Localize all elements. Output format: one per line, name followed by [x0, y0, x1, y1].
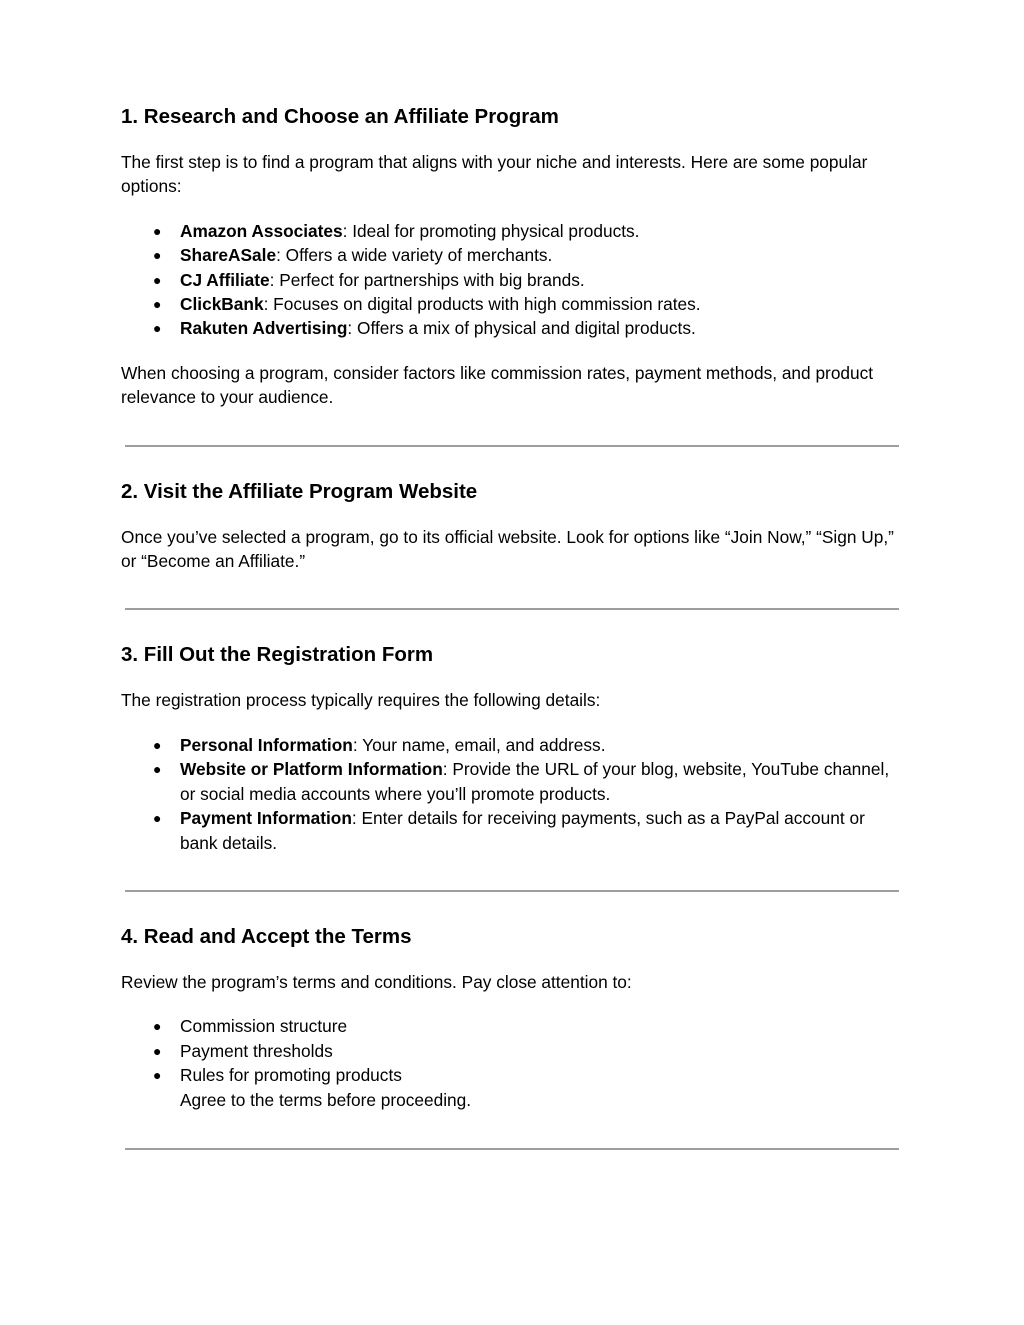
section-outro: When choosing a program, consider factors like commission rates, payment methods, and product relevance to your audience.	[121, 362, 874, 408]
list-item	[121, 1014, 907, 1038]
item-description: Payment thresholds	[180, 1040, 333, 1061]
item-subline: Agree to the terms before proceeding.	[180, 1089, 472, 1110]
section-heading: 3. Fill Out the Registration Form	[121, 643, 434, 667]
section-intro: Once you’ve selected a program, go to its official website. Look for options like “Join Now,” “Sign Up,” or “Become an Affiliate.”	[121, 526, 894, 572]
bullet-icon: ●	[153, 247, 162, 264]
item-term: Payment Information	[180, 808, 352, 829]
item-description: : Ideal for promoting physical products.	[342, 220, 640, 241]
item-term: Website or Platform Information	[180, 759, 443, 780]
item-description: : Focuses on digital products with high commission rates.	[263, 294, 701, 315]
bullet-icon: ●	[153, 320, 162, 337]
item-term: CJ Affiliate	[180, 269, 270, 290]
item-description: : Enter details for receiving payments, such as a PayPal account or bank details.	[180, 808, 865, 853]
item-description: : Your name, email, and address.	[352, 734, 606, 755]
bullet-icon: ●	[153, 296, 162, 313]
bullet-icon: ●	[153, 271, 162, 288]
item-term: Amazon Associates	[180, 220, 343, 241]
list-item	[121, 1039, 907, 1063]
bullet-icon: ●	[153, 1018, 162, 1035]
bullet-icon: ●	[153, 1042, 162, 1059]
bullet-icon: ●	[153, 222, 162, 239]
item-term: ShareASale	[180, 245, 277, 266]
section-intro: Review the program’s terms and conditions. Pay close attention to:	[121, 971, 632, 992]
registration-details-list	[121, 733, 907, 855]
list-item	[121, 219, 907, 243]
list-item	[121, 243, 907, 267]
item-term: ClickBank	[180, 294, 264, 315]
bullet-icon: ●	[153, 810, 162, 827]
list-item	[121, 757, 907, 806]
item-description: : Offers a mix of physical and digital products.	[347, 318, 696, 339]
item-description: Commission structure	[180, 1016, 348, 1037]
section-intro: The first step is to find a program that aligns with your niche and interests. Here are some popular options:	[121, 152, 868, 197]
section-heading: 1. Research and Choose an Affiliate Program	[121, 105, 559, 128]
program-list	[121, 219, 907, 341]
list-item	[121, 268, 907, 292]
item-description: Rules for promoting products	[180, 1065, 402, 1086]
item-term: Rakuten Advertising	[180, 318, 348, 339]
bullet-icon: ●	[153, 1067, 162, 1084]
list-item	[121, 316, 907, 340]
section-heading: 4. Read and Accept the Terms	[121, 924, 412, 948]
section-intro: The registration process typically requires the following details:	[121, 690, 601, 711]
item-description: : Perfect for partnerships with big brands.	[269, 269, 585, 290]
list-item	[121, 292, 907, 316]
list-item	[121, 733, 907, 757]
section-divider	[125, 1148, 899, 1150]
terms-list	[121, 1014, 907, 1112]
list-item	[121, 1063, 907, 1112]
bullet-icon: ●	[153, 736, 162, 753]
document-page	[121, 104, 907, 1150]
bullet-icon: ●	[153, 761, 162, 778]
item-description: : Provide the URL of your blog, website, YouTube channel, or social media accounts where you’ll promote products.	[180, 759, 890, 804]
list-item	[121, 806, 907, 855]
section-heading: 2. Visit the Affiliate Program Website	[121, 479, 478, 503]
item-description: : Offers a wide variety of merchants.	[276, 245, 553, 266]
item-term: Personal Information	[180, 734, 353, 755]
